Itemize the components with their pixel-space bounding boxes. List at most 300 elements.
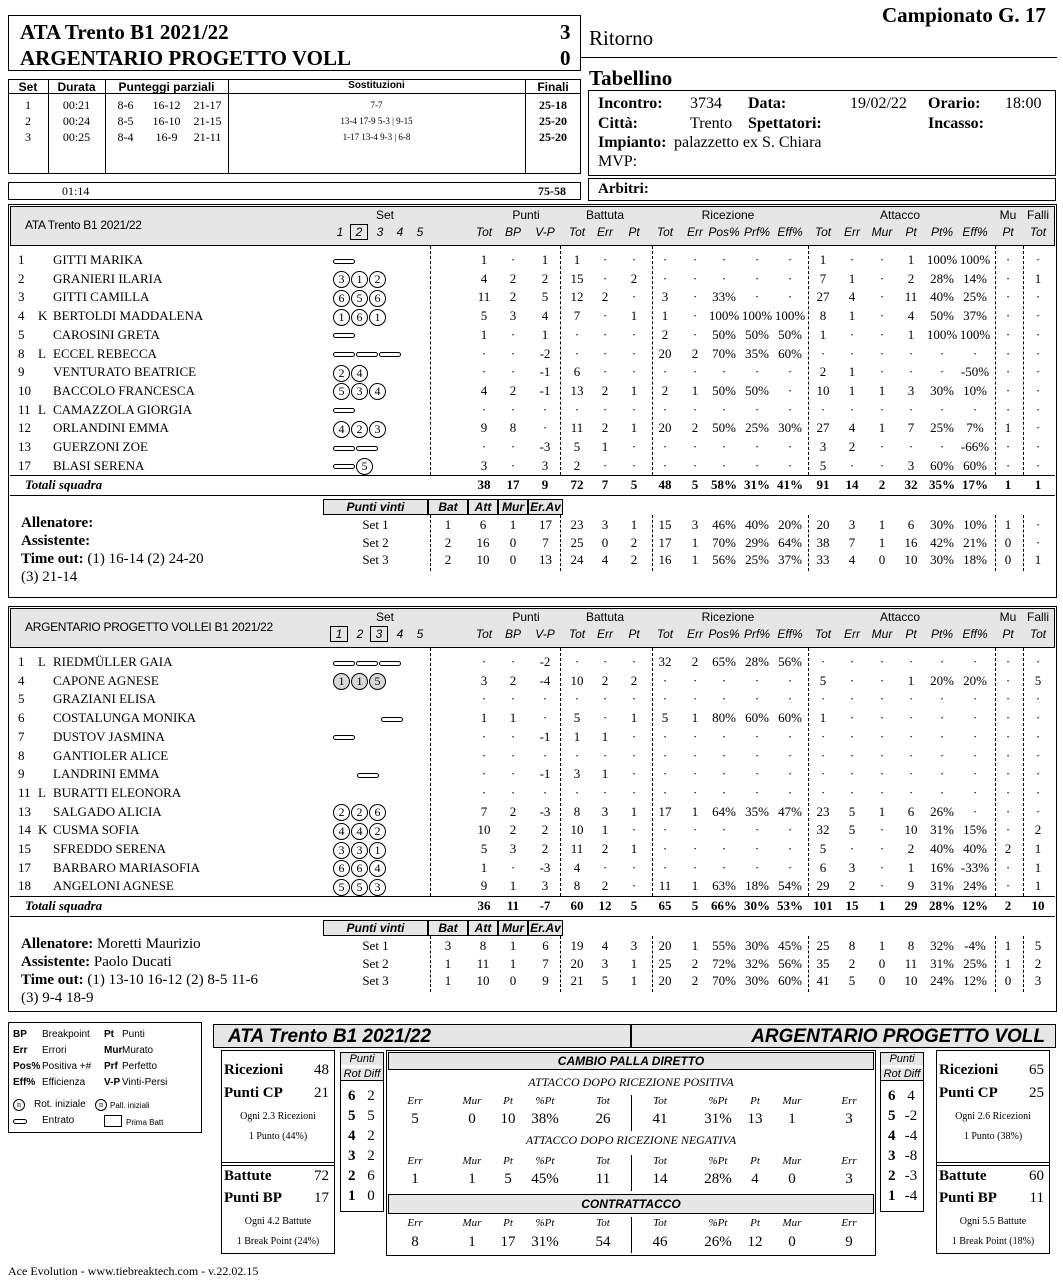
stat-cell: ·: [787, 784, 793, 800]
impianto-label: Impianto:: [598, 134, 667, 151]
pv-stat: 19: [570, 938, 584, 954]
ritorno-label: Ritorno: [589, 26, 654, 50]
player-name: ECCEL REBECCA: [53, 345, 157, 361]
pos-title: ATTACCO DOPO RICEZIONE POSITIVA: [528, 1075, 734, 1089]
player-name: COSTALUNGA MONIKA: [53, 710, 197, 726]
stat-cell: ·: [939, 710, 945, 726]
ric-value: 65: [1029, 1062, 1044, 1078]
rotation-circle: 1: [369, 309, 386, 326]
player-number: 10: [18, 382, 31, 398]
rotation-circle: 1: [333, 673, 350, 690]
col-header: Err: [841, 1217, 857, 1229]
stat-cell: 32: [816, 822, 830, 838]
assistente_l: Assistente:: [21, 954, 91, 971]
rotation-diff: -3: [904, 1168, 918, 1184]
stat-cell: ·: [939, 654, 945, 669]
rotation-circle: 5: [333, 879, 350, 896]
player-sets: [333, 418, 433, 437]
stat-cell: ·: [510, 401, 516, 417]
stat-cell: ·: [602, 364, 608, 380]
player-row: [10, 783, 1055, 802]
stat-cell: ·: [721, 822, 727, 838]
stat-cell: ·: [908, 654, 914, 669]
stat-cell: ·: [972, 691, 978, 707]
total-cell: 5: [630, 477, 638, 493]
stat-cell: 3: [907, 457, 915, 473]
stat-cell: ·: [908, 401, 914, 417]
column-separator: [430, 246, 431, 475]
stat-cell: ·: [1005, 270, 1011, 286]
player-row: [10, 802, 1055, 821]
subhdr-pt: Pt: [1002, 627, 1014, 641]
subhdr-pt: Pt: [628, 225, 640, 239]
stat-cell: ·: [879, 270, 885, 286]
total-cell: 17%: [962, 477, 988, 493]
timeout: (1) 13-10 16-12 (2) 8-5 11-6: [87, 972, 259, 989]
stat-cell: ·: [879, 401, 885, 417]
stat-cell: 1: [907, 252, 915, 267]
col-value: 26%: [704, 1234, 732, 1250]
stat-cell: ·: [849, 784, 855, 800]
stat-cell: ·: [542, 710, 548, 726]
stat-cell: ·: [1035, 401, 1041, 417]
stat-cell: 4: [480, 382, 488, 398]
pv-set: Set 2: [362, 534, 389, 550]
stat-cell: 2: [691, 345, 699, 361]
pv-value: 1: [444, 955, 452, 971]
stat-cell: 1: [878, 420, 886, 436]
pv-stat: 10%: [963, 517, 987, 533]
player-name: CAROSINI GRETA: [53, 326, 160, 342]
subhdr-prf%: Prf%: [743, 225, 770, 239]
set-number: 4: [396, 627, 404, 641]
stat-cell: ·: [692, 252, 698, 267]
subhdr-err: Err: [687, 627, 703, 641]
stat-cell: ·: [849, 401, 855, 417]
hdr-ricezione: Ricezione: [701, 610, 755, 624]
stat-cell: 37%: [963, 308, 987, 324]
stat-cell: ·: [939, 345, 945, 361]
stat-cell: 1: [630, 803, 638, 819]
pv-value: 3: [444, 938, 452, 954]
stat-cell: 4: [573, 859, 581, 875]
pv-stat: 3: [691, 517, 699, 533]
player-number: 1: [18, 654, 25, 669]
pv-value: 1: [509, 955, 517, 971]
subhdr-pt%: Pt%: [930, 627, 953, 641]
total-cell: 1: [1004, 477, 1012, 493]
pv-set: Set 1: [362, 938, 389, 954]
stat-cell: 1: [819, 710, 827, 726]
pv-stat: 56%: [712, 552, 736, 568]
total-cell: 28%: [929, 898, 955, 914]
stat-cell: ·: [631, 457, 637, 473]
pv-value: 10: [476, 552, 490, 568]
column-separator: [430, 648, 431, 896]
player-number: 14: [18, 822, 31, 838]
pv-value: 7: [542, 955, 549, 971]
stat-cell: ·: [787, 747, 793, 763]
staff-line: [21, 972, 258, 989]
rotation-circle: 6: [333, 290, 350, 307]
stat-cell: ·: [754, 822, 760, 838]
sets-cell: 1: [25, 98, 31, 112]
column-separator: [652, 936, 653, 992]
col-header: Tot: [653, 1155, 667, 1167]
stat-cell: ·: [662, 747, 668, 763]
subhdr-eff%: Eff%: [777, 225, 803, 239]
stat-cell: -1: [539, 364, 551, 380]
rotation-circle: 3: [369, 879, 386, 896]
rotation-circle: 4: [333, 823, 350, 840]
pv-stat: 1: [630, 955, 638, 971]
stat-cell: ·: [631, 401, 637, 417]
subhdr-err: Err: [597, 627, 613, 641]
rotation-diff: 2: [367, 1148, 375, 1164]
set-number: 1: [330, 626, 348, 642]
stat-cell: ·: [721, 841, 727, 856]
pv-stat: 11: [904, 955, 918, 971]
totals-label: Totali squadra: [25, 477, 103, 493]
stat-cell: ·: [849, 326, 855, 342]
stat-cell: 1: [1034, 270, 1042, 286]
stat-cell: 2: [509, 822, 517, 838]
stat-cell: -2: [539, 654, 551, 669]
stat-cell: ·: [849, 747, 855, 763]
pv-value: 6: [479, 517, 487, 533]
stat-cell: 5: [819, 672, 827, 688]
stat-cell: ·: [787, 841, 793, 856]
stat-cell: 26%: [930, 803, 954, 819]
player-sets: [333, 876, 433, 895]
total-cell: 41%: [777, 477, 803, 493]
rotation-circle: 5: [351, 879, 368, 896]
stat-cell: ·: [1035, 308, 1041, 324]
stat-cell: 1: [1004, 420, 1012, 436]
stat-cell: 1: [848, 308, 856, 324]
pv-value: 8: [479, 938, 487, 954]
sets-cell: 8-6: [117, 98, 134, 112]
player-name: BLASI SERENA: [53, 457, 145, 473]
total-time: 01:14: [62, 184, 90, 198]
stat-cell: ·: [972, 710, 978, 726]
set-number: 2: [356, 627, 364, 641]
subhdr-bp: BP: [504, 627, 521, 641]
stat-cell: 100%: [926, 326, 958, 342]
entered-icon: [333, 352, 355, 357]
stat-cell: ·: [879, 710, 885, 726]
pv-value: 9: [542, 973, 549, 989]
stat-cell: 27: [816, 420, 830, 436]
stat-cell: 65%: [712, 654, 736, 669]
pv-stat: 0: [1004, 534, 1012, 550]
pv-stat: 33: [816, 552, 830, 568]
col-header: Err: [407, 1095, 423, 1107]
allenatore: Moretti Maurizio: [96, 936, 201, 953]
player-sets: [333, 362, 433, 381]
stat-cell: ·: [1005, 766, 1011, 782]
stat-cell: ·: [754, 691, 760, 707]
stat-cell: ·: [1005, 654, 1011, 669]
stat-cell: ·: [939, 747, 945, 763]
col-value: 41: [652, 1111, 668, 1127]
pv-stat: 70%: [712, 973, 736, 989]
col-header: Pt: [503, 1217, 513, 1229]
stat-cell: ·: [721, 691, 727, 707]
pv-stat: 72%: [712, 955, 736, 971]
column-separator: [808, 936, 809, 992]
rotation-diff: -2: [904, 1108, 918, 1124]
stat-cell: 1: [480, 859, 488, 875]
stat-cell: 25%: [963, 289, 987, 305]
pv-stat: 55%: [712, 938, 736, 954]
stat-cell: 1: [1034, 878, 1042, 894]
pv-stat: 3: [848, 517, 856, 533]
player-number: 11: [18, 784, 31, 800]
player-number: 13: [18, 803, 31, 819]
col-value: 1: [468, 1234, 476, 1250]
stat-cell: ·: [1005, 364, 1011, 380]
player-name: GRANIERI ILARIA: [53, 270, 163, 286]
player-row: [10, 652, 1055, 671]
pbp-value: 17: [314, 1190, 329, 1206]
stat-cell: ·: [820, 691, 826, 707]
stat-cell: 2: [601, 841, 609, 856]
stat-cell: ·: [662, 728, 668, 744]
stat-cell: ·: [662, 859, 668, 875]
total-cell: 66%: [711, 898, 737, 914]
legend-desc: Breakpoint: [42, 1029, 90, 1040]
stat-cell: ·: [849, 691, 855, 707]
stat-cell: ·: [510, 859, 516, 875]
spettatori-label: Spettatori:: [748, 115, 822, 132]
stat-cell: ·: [1005, 457, 1011, 473]
set-numbers: [330, 626, 430, 642]
rot-header-2: Rot Diff: [341, 1068, 383, 1081]
timeout-line-2: (3) 9-4 18-9: [21, 990, 94, 1007]
total-cell: 11: [506, 898, 520, 914]
sets-cell: 1-17 13-4 9-3 | 6-8: [342, 132, 411, 142]
total-cell: 9: [541, 477, 549, 493]
subhdr-tot: Tot: [814, 225, 832, 239]
sets-cell: 21-17: [193, 98, 222, 112]
stat-cell: 5: [848, 803, 856, 819]
stat-cell: ·: [754, 364, 760, 380]
pv-stat: 20: [816, 517, 830, 533]
stat-cell: ·: [908, 364, 914, 380]
column-separator: [560, 515, 561, 571]
player-number: 8: [18, 747, 25, 763]
stat-cell: 2: [691, 420, 699, 436]
pv-value: 13: [539, 552, 552, 568]
stat-cell: ·: [721, 439, 727, 454]
subhdr-pt%: Pt%: [930, 225, 953, 239]
stat-cell: 10%: [963, 382, 987, 398]
stat-cell: 1: [630, 382, 638, 398]
rotation-diff: 5: [367, 1108, 375, 1124]
legend-desc: Murato: [122, 1045, 154, 1056]
player-row: [10, 437, 1055, 456]
total-cell: 2: [878, 477, 886, 493]
data-value: 19/02/22: [850, 95, 907, 112]
legend-pall: Pall. iniziali: [110, 1101, 150, 1110]
stat-cell: ·: [1005, 878, 1011, 894]
campionato-label: Campionato G. 17: [882, 3, 1046, 27]
player-row: [10, 858, 1055, 877]
pv-stat: 29%: [745, 534, 769, 550]
stat-cell: ·: [1035, 766, 1041, 782]
player-row: [10, 306, 1055, 325]
player-number: 18: [18, 878, 31, 894]
contra-title: CONTRATTACCO: [581, 1197, 681, 1211]
pv-stat: 2: [691, 973, 699, 989]
stat-cell: ·: [849, 457, 855, 473]
stat-cell: ·: [908, 766, 914, 782]
stat-cell: ·: [939, 439, 945, 454]
stat-cell: ·: [787, 270, 793, 286]
stat-cell: 54%: [778, 878, 802, 894]
stat-cell: 27: [816, 289, 830, 305]
stat-cell: 23: [816, 803, 830, 819]
footer: Ace Evolution - www.tiebreaktech.com - v.22.02.15: [8, 1264, 259, 1278]
stat-cell: ·: [1005, 326, 1011, 342]
pv-stat: 4: [601, 552, 609, 568]
legend-abbr: BP: [13, 1029, 27, 1040]
player-row: [10, 269, 1055, 288]
stat-cell: ·: [1005, 252, 1011, 267]
col-value: 13: [747, 1111, 763, 1127]
stat-cell: 1: [691, 803, 699, 819]
player-name: BURATTI ELEONORA: [53, 784, 182, 800]
stat-cell: 3: [509, 308, 517, 324]
subhdr-bp: BP: [504, 225, 521, 239]
rotation-circle: 4: [369, 383, 386, 400]
sets-total: [8, 182, 581, 200]
rotation-circle: 6: [333, 860, 350, 877]
bat-label: Battute: [939, 1168, 987, 1184]
stat-cell: ·: [879, 859, 885, 875]
stat-cell: -3: [539, 439, 551, 454]
stat-cell: ·: [602, 457, 608, 473]
stat-cell: 1: [541, 252, 549, 267]
citta-label: Città:: [598, 115, 638, 132]
sets-cell: 13-4 17-9 5-3 | 9-15: [340, 116, 413, 126]
sets-cell: 21-15: [193, 114, 222, 128]
total-cell: 91: [816, 477, 830, 493]
stat-cell: ·: [631, 747, 637, 763]
stat-cell: ·: [542, 691, 548, 707]
stat-cell: 56%: [778, 654, 802, 669]
stat-cell: 30%: [930, 382, 954, 398]
player-name: GRAZIANI ELISA: [53, 691, 156, 707]
incontro-label: Incontro:: [598, 95, 663, 112]
pv-stat: 1: [691, 534, 699, 550]
stat-cell: 10: [570, 822, 584, 838]
stat-cell: 50%: [745, 326, 769, 342]
rotation-number: 3: [348, 1148, 356, 1164]
pv-value: 6: [542, 938, 549, 954]
stat-cell: 60%: [963, 457, 987, 473]
player-number: 12: [18, 420, 31, 436]
col-header: Pt: [503, 1155, 513, 1167]
center-divider: [631, 1155, 632, 1191]
stat-cell: 1: [480, 252, 488, 267]
stat-cell: ·: [754, 439, 760, 454]
pv-stat: 25: [816, 938, 830, 954]
stat-cell: 7: [907, 420, 915, 436]
stat-cell: ·: [972, 803, 978, 819]
total-cell: 35%: [929, 477, 955, 493]
pbp-label: Punti BP: [939, 1190, 997, 1206]
stat-cell: ·: [754, 252, 760, 267]
pv-stat: 8: [848, 938, 856, 954]
away-sets: 0: [560, 46, 571, 70]
player-sets: [333, 287, 433, 306]
stat-cell: ·: [879, 364, 885, 380]
player-row: [10, 325, 1055, 344]
stat-cell: ·: [631, 728, 637, 744]
stat-cell: ·: [879, 747, 885, 763]
col-header: Err: [841, 1095, 857, 1107]
player-sets: [333, 325, 433, 344]
stat-cell: ·: [721, 252, 727, 267]
rotation-circle: 2: [351, 421, 368, 438]
player-row: [10, 362, 1055, 381]
pcp-value: 25: [1029, 1085, 1044, 1101]
pv-stat: 2: [691, 955, 699, 971]
pv-stat: 32%: [745, 955, 769, 971]
stat-cell: ·: [721, 270, 727, 286]
entered-icon: [13, 1119, 27, 1124]
subhdr-v-p: V-P: [535, 627, 555, 641]
rotation-diff: -4: [904, 1128, 918, 1144]
stat-cell: ·: [1005, 672, 1011, 688]
stat-cell: 2: [661, 326, 669, 342]
stat-cell: ·: [631, 654, 637, 669]
stat-cell: 2: [573, 457, 581, 473]
pv-header: Mur: [498, 499, 528, 515]
stat-cell: 1: [907, 859, 915, 875]
pv-header: Bat: [428, 499, 468, 515]
stat-cell: ·: [602, 326, 608, 342]
stat-cell: ·: [879, 784, 885, 800]
stat-cell: ·: [787, 252, 793, 267]
player-row: [10, 820, 1055, 839]
player-number: 15: [18, 841, 31, 856]
stat-cell: ·: [939, 766, 945, 782]
rotation-circle: 3: [333, 842, 350, 859]
pv-value: 0: [509, 552, 517, 568]
pv-value: 1: [444, 973, 452, 989]
stat-cell: ·: [879, 345, 885, 361]
pv-stat: 30%: [745, 938, 769, 954]
stat-cell: 31%: [930, 822, 954, 838]
stat-cell: 1: [907, 672, 915, 688]
stat-cell: ·: [662, 766, 668, 782]
punto-bat: 1 Break Point (24%): [236, 1236, 320, 1247]
stat-cell: ·: [721, 364, 727, 380]
stat-cell: ·: [1005, 308, 1011, 324]
set-number: 5: [416, 225, 424, 239]
player-sets: [333, 820, 433, 839]
sets-cell: 16-9: [155, 130, 178, 144]
set-number: 3: [370, 626, 388, 642]
tabellino-label: Tabellino: [589, 66, 673, 90]
sets-hdr-set: Set: [18, 80, 38, 94]
total-cell: 12: [598, 898, 612, 914]
stat-cell: ·: [908, 728, 914, 744]
sets-cell: 8-4: [117, 130, 134, 144]
